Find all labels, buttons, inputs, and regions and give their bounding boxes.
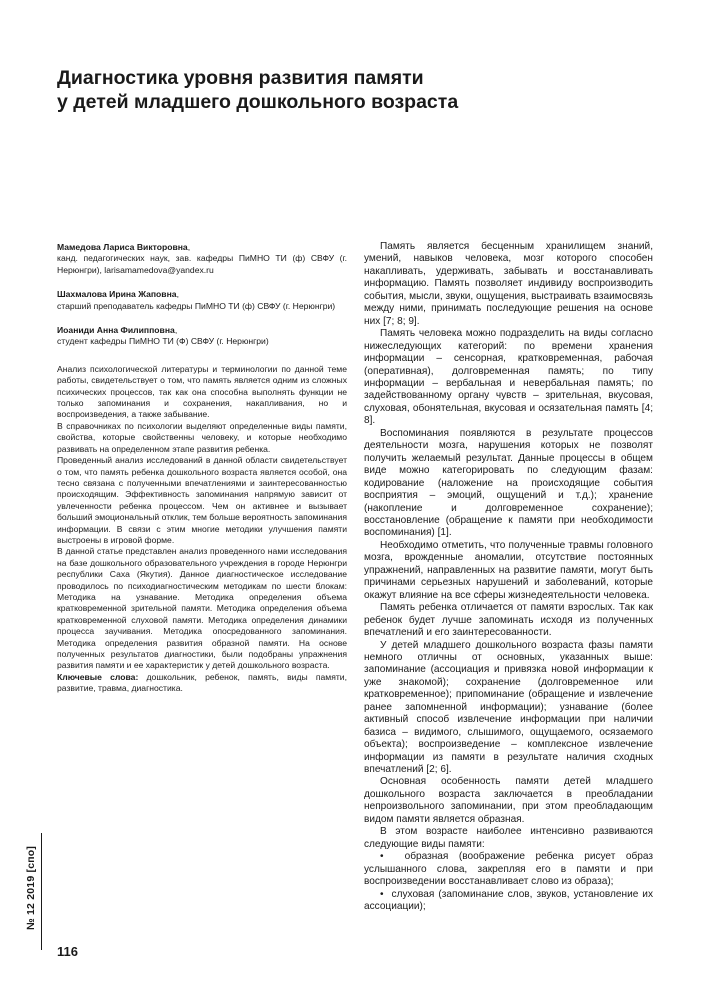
abstract-paragraph: Анализ психологической литературы и терминологии по данной теме работы, свидетельствует о том, что память является одним из сложных психических процессов, так как она способна выполнять функции не только запоминания и сохранения, накапливания, но и воспроизведения, а также забывание. xyxy=(57,363,347,420)
article-title-line-2: у детей младшего дошкольного возраста xyxy=(57,91,459,113)
bullet-text: образная (воображение ребенка рисует образ услышанного слова, закрепляя его в памяти и при воспроизведении восстанавливает слово из образа); xyxy=(364,851,653,888)
keywords xyxy=(57,672,347,695)
bullet-item xyxy=(364,851,653,888)
issue-label: № 12 2019 [спо] xyxy=(25,845,37,930)
body-paragraph: Необходимо отметить, что полученные травмы головного мозга, врожденные аномалии, отсутствие постоянных упражнений, направленных на развитие памяти, могут быть причинами серьезных нарушений и заболеваний, которые окажут влияние на все сферы жизнедеятельности человека. xyxy=(364,539,653,601)
author-affiliation: старший преподаватель кафедры ПиМНО ТИ (ф) СВФУ (г. Нерюнгри) xyxy=(57,300,336,311)
author-block: Иоаниди Анна Филипповна, студент кафедры ПиМНО ТИ (Ф) СВФУ (г. Нерюнгри) xyxy=(57,325,347,348)
author-affiliation: студент кафедры ПиМНО ТИ (Ф) СВФУ (г. Нерюнгри) xyxy=(57,336,269,347)
authors-and-abstract-column xyxy=(57,242,347,695)
author-affiliation: канд. педагогических наук, зав. кафедры ПиМНО ТИ (ф) СВФУ (г. Нерюнгри), larisamamedova@yandex.ru xyxy=(57,253,347,275)
article-title xyxy=(57,66,677,114)
bullet-icon: • xyxy=(380,851,384,863)
abstract-paragraph: Проведенный анализ исследований в данной области свидетельствует о том, что память ребенка дошкольного возраста является особой, она тесно связана с полученными впечатлениями и заинтересованностью происходящим. Эффективность запоминания напрямую зависит от увлеченности ребенка процессом. Чем он активнее и вызывает больший эмоциональный отклик, тем больше вероятность запоминания информации. В связи с этим многие методики улучшения памяти выстроены в игровой форме. xyxy=(57,455,347,545)
body-paragraph: У детей младшего дошкольного возраста фазы памяти немного отличны от основных, указанных выше: запоминание (ассоциация и привязка новой информации к уже знакомой); сохранение (долговременное или кратковременное); припоминание (обращение и извлечение ранее запомненной информации); узнавание (более активный способ извлечение информации при наличии базиса – видимого, слышимого, ощущаемого, осязаемого объекта); воспроизведение – комплексное извлечение информации из памяти в результате наличия сходных впечатлений [2; 6]. xyxy=(364,639,653,776)
body-paragraph: Память человека можно подразделить на виды согласно нижеследующих категорий: по времени хранения информации – сенсорная, кратковременная, рабочая (оперативная), долговременная память; по типу информации – вербальная и невербальная память; по задействованному органу чувств – зрительная, вкусовая, слуховая, обонятельная, вкусовая и осязательная память [4; 8]. xyxy=(364,328,653,427)
abstract-paragraph: В справочниках по психологии выделяют определенные виды памяти, свойства, которые свойственны человеку, и которые необходимо развивать на определенном этапе развития ребенка. xyxy=(57,420,347,454)
author-name: Шахмалова Ирина Жаповна xyxy=(57,289,177,300)
body-paragraph: Воспоминания появляются в результате процессов деятельности мозга, нарушения которых не позволят получить желаемый результат. Данные процессы в общем виде можно категорировать по следующим фазам: кодирование (наложение на происходящие события восприятия – эмоций, ощущений и т.д.); хранение (накопление и долговременное сохранение); восстановление (обращение к памяти при необходимости воспоминания) [1]. xyxy=(364,427,653,539)
bullet-text: слуховая (запоминание слов, звуков, установление их ассоциации); xyxy=(364,888,653,913)
body-paragraph: Память является бесценным хранилищем знаний, умений, навыков человека, мозг которого способен накапливать, удерживать, забывать и восстанавливать информацию. Память позволяет индивиду воспроизводить события, мысли, звуки, ощущения, выстраивать взаимосвязь между ними, принимать последующие решения на основе них [7; 8; 9]. xyxy=(364,241,653,327)
body-paragraph: В этом возрасте наиболее интенсивно развиваются следующие виды памяти: xyxy=(364,826,653,850)
bullet-icon: • xyxy=(380,888,384,900)
keywords-label: Ключевые слова: xyxy=(57,671,139,682)
author-name: Мамедова Лариса Викторовна xyxy=(57,242,188,252)
article-title-line-1: Диагностика уровня развития памяти xyxy=(57,67,424,89)
bullet-item xyxy=(364,889,653,914)
page-number: 116 xyxy=(57,944,78,959)
author-name: Иоаниди Анна Филипповна xyxy=(57,325,175,336)
article-body-column xyxy=(364,241,653,913)
abstract xyxy=(57,364,347,695)
abstract-paragraph: В данной статье представлен анализ проведенного нами исследования на базе дошкольного образовательного учреждения в городе Нерюнгри республики Саха (Якутия). Данное диагностическое исследование проводилось по психодиагностическим методикам по шести блокам: Методика на узнавание. Методика определения объема кратковременной зрительной памяти. Методика определения объема кратковременной слуховой памяти. Методика определения динамики процесса заучивания. Методика опосредованного запоминания. Методика определения развития образной памяти. На основе полученных результатов диагностики, были подобраны упражнения развития памяти и ее характеристик у детей дошкольного возраста. xyxy=(57,546,347,671)
keywords-list: дошкольник, ребенок, память, виды памяти, развитие, травма, диагностика. xyxy=(57,671,347,694)
body-paragraph: Память ребенка отличается от памяти взрослых. Так как ребенок будет лучше запоминать исходя из полученных впечатлений и его заинтересованности. xyxy=(364,602,653,639)
margin-rule xyxy=(41,833,42,950)
author-block: Шахмалова Ирина Жаповна, старший преподаватель кафедры ПиМНО ТИ (ф) СВФУ (г. Нерюнгри) xyxy=(57,289,347,312)
body-paragraph: Основная особенность памяти детей младшего дошкольного возраста заключается в преобладании непроизвольного запоминании, при этом преобладающим видом памяти является образная. xyxy=(364,776,653,825)
author-block: Мамедова Лариса Викторовна, канд. педагогических наук, зав. кафедры ПиМНО ТИ (ф) СВФУ (г. Нерюнгри), larisamamedova@yandex.ru xyxy=(57,242,347,275)
